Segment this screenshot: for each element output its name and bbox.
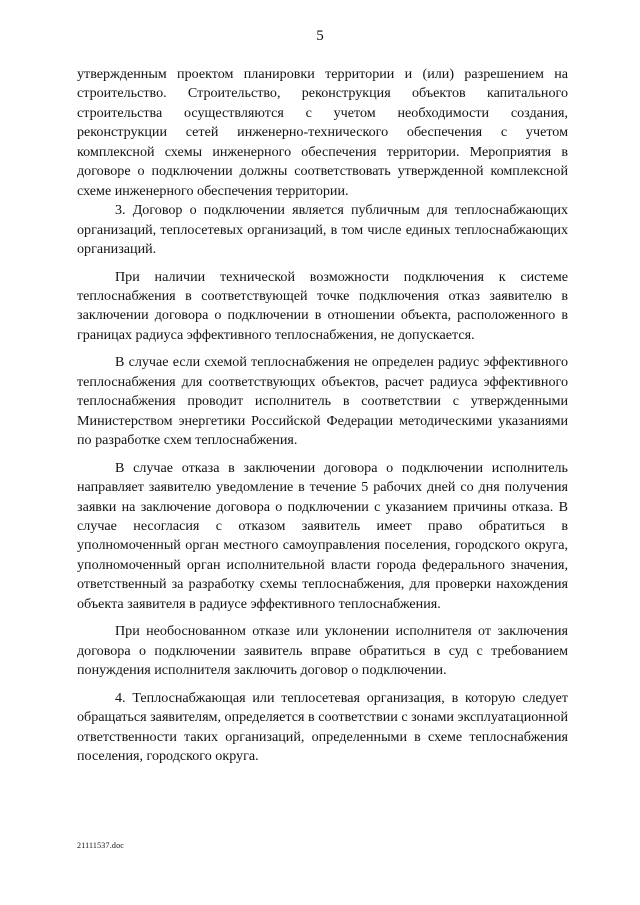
page-number: 5 [316, 28, 324, 44]
paragraph-5: В случае отказа в заключении договора о подключении исполнитель направляет заявителю уведомление в течение 5 рабочих дней со дня получения заявки на заключение договора о подключении с указанием причины отказа. В случае несогласия с отказом заявитель имеет право обратиться в уполномоченный орган местного самоуправления поселения, городского округа, уполномоченный орган исполнительной власти города федерального значения, ответственный за разработку схемы теплоснабжения, для проверки нахождения объекта заявителя в радиусе эффективного теплоснабжения. [77, 459, 568, 612]
paragraph-1: утвержденным проектом планировки территории и (или) разрешением на строительство. Строительство, реконструкция объектов капитального строительства осуществляются с учетом необходимости создания, реконструкции сетей инженерно-технического обеспечения с учетом комплексной схемы инженерного обеспечения территории. Мероприятия в договоре о подключении должны соответствовать утвержденной комплексной схеме инженерного обеспечения территории. [77, 66, 568, 199]
paragraph-2: 3. Договор о подключении является публичным для теплоснабжающих организаций, теплосетевых организаций, в том числе единых теплоснабжающих организаций. [77, 202, 568, 258]
paragraph-4: В случае если схемой теплоснабжения не определен радиус эффективного теплоснабжения для соответствующих объектов, расчет радиуса эффективного теплоснабжения проводит исполнитель в соответствии с утвержденными Министерством энергетики Российской Федерации методическими указаниями по разработке схем теплоснабжения. [77, 354, 568, 449]
footer-filename: 21111537.doc [77, 841, 125, 850]
document-body [77, 65, 568, 766]
paragraph-7: 4. Теплоснабжающая или теплосетевая организация, в которую следует обращаться заявителям, определяется в соответствии с зонами эксплуатационной ответственности таких организаций, определенными в схеме теплоснабжения поселения, городского округа. [77, 689, 568, 764]
paragraph-3: При наличии технической возможности подключения к системе теплоснабжения в соответствующей точке подключения отказ заявителю в заключении договора о подключении в отношении объекта, расположенного в границах радиуса эффективного теплоснабжения, не допускается. [77, 268, 568, 343]
paragraph-6: При необоснованном отказе или уклонении исполнителя от заключения договора о подключении заявитель вправе обратиться в суд с требованием понуждения исполнителя заключить договор о подключении. [77, 623, 568, 679]
